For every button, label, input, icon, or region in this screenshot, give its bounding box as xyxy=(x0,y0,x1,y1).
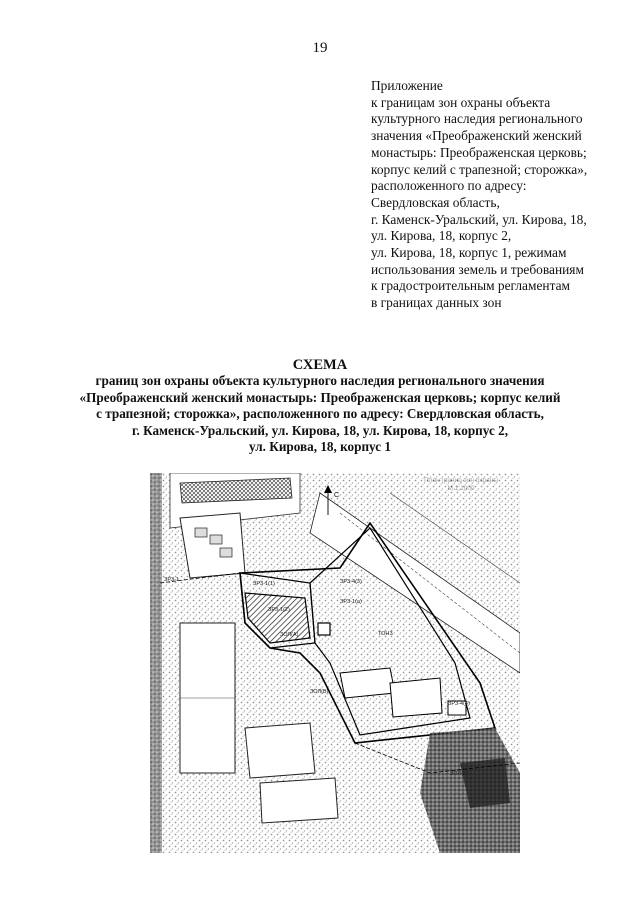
monastery-building-2 xyxy=(390,678,442,717)
zone-label: ЗОЛ(А) xyxy=(280,632,299,638)
appendix-line: корпус келий с трапезной; сторожка», xyxy=(371,161,588,177)
zone-label: ЗРЗ-1(а) xyxy=(340,599,362,605)
appendix-line: культурного наследия регионального xyxy=(371,111,583,127)
schema-heading: СХЕМА xyxy=(292,357,348,373)
appendix-line: к границам зон охраны объекта xyxy=(371,94,551,110)
schema-line: с трапезной; сторожка», расположенного по адресу: Свердловская область, xyxy=(96,406,544,422)
zone-label: ЗРЗ-4(3) xyxy=(340,579,362,585)
zone-label: ЗОЛ(Б) xyxy=(310,689,329,695)
monastery-building xyxy=(340,668,395,698)
schema-title-block xyxy=(40,357,600,455)
zone-label: ЗРЗ-1(2) xyxy=(268,607,290,613)
appendix-line: г. Каменск-Уральский, ул. Кирова, 18, xyxy=(371,211,587,227)
schema-line: «Преображенский женский монастырь: Преображенская церковь; корпус келий xyxy=(79,389,561,405)
zone-label: ЗРЗ-4(4) xyxy=(448,701,470,707)
appendix-line: монастырь: Преображенская церковь; xyxy=(371,144,587,160)
appendix-line: использования земель и требованиям xyxy=(371,261,584,277)
building-small xyxy=(220,548,232,557)
appendix-line: значения «Преображенский женский xyxy=(371,128,582,144)
appendix-line: ул. Кирова, 18, корпус 2, xyxy=(371,228,512,244)
building-small xyxy=(210,535,222,544)
appendix-block xyxy=(371,78,633,312)
building-block-left xyxy=(180,513,245,578)
appendix-line: к градостроительным регламентам xyxy=(371,278,571,294)
page-number: 19 xyxy=(312,40,328,56)
zone-label: ТОНЗ xyxy=(378,631,393,637)
north-label: С xyxy=(334,492,340,499)
appendix-line: Приложение xyxy=(371,78,443,93)
appendix-line: расположенного по адресу: xyxy=(371,178,527,194)
schema-line: ул. Кирова, 18, корпус 1 xyxy=(249,439,391,455)
schema-line: границ зон охраны объекта культурного наследия регионального значения xyxy=(95,373,545,389)
building-bottom xyxy=(245,723,315,778)
zone-map xyxy=(150,473,520,853)
zone-label: ЗРЗ-1(1) xyxy=(253,581,275,587)
map-edge-band xyxy=(150,473,162,853)
church-building xyxy=(318,623,330,635)
building-small xyxy=(195,528,207,537)
appendix-line: Свердловская область, xyxy=(371,194,500,210)
schema-line: г. Каменск-Уральский, ул. Кирова, 18, ул. Кирова, 18, корпус 2, xyxy=(131,422,508,438)
building-bottom-2 xyxy=(260,778,338,823)
zone-label: ЗОЛ(В) xyxy=(450,771,469,777)
zone-label: ЗРЗ-1 xyxy=(164,577,180,583)
appendix-line: ул. Кирова, 18, корпус 1, режимам xyxy=(371,245,567,261)
appendix-line: в границах данных зон xyxy=(371,295,502,311)
